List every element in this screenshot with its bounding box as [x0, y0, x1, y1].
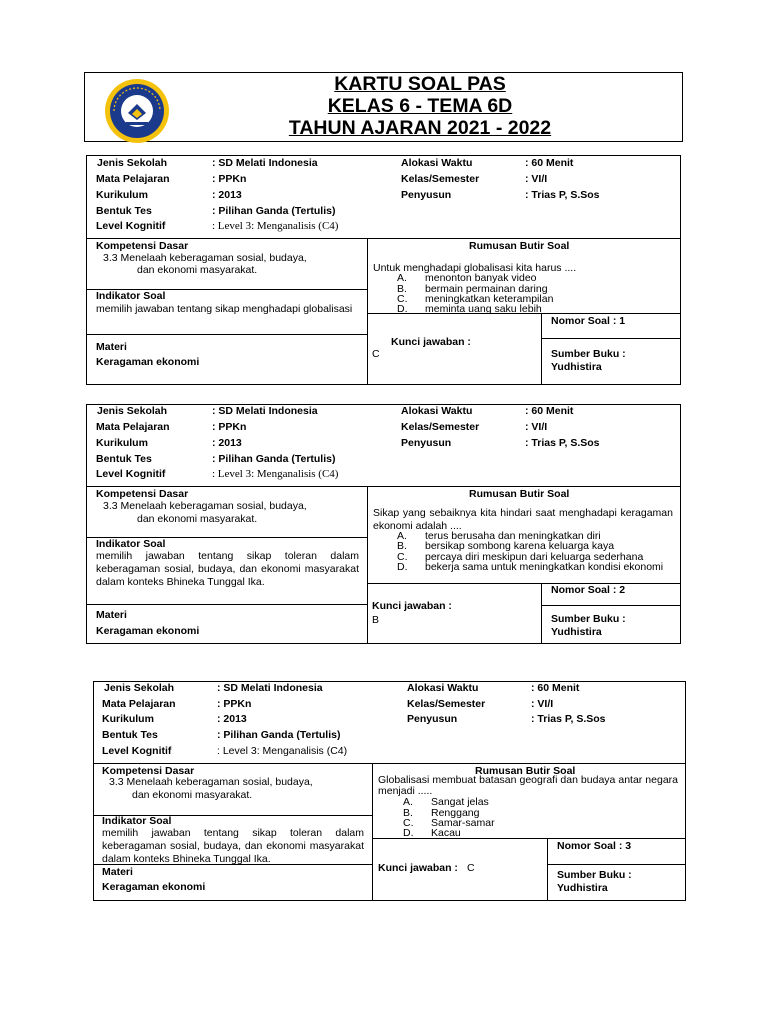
option-a: A. terus berusaha dan meningkatkan diri [397, 530, 601, 542]
label-kompetensi-dasar: Kompetensi Dasar [96, 488, 189, 500]
value-jenis-sekolah: : SD Melati Indonesia [217, 682, 323, 694]
kd-line-2: dan ekonomi masyarakat. [132, 789, 253, 801]
option-c: C. percaya diri meskipun dari keluarga sederhana [397, 551, 644, 563]
indikator-text: memilih jawaban tentang sikap menghadapi globalisasi [96, 303, 353, 315]
label-mata-pelajaran: Mata Pelajaran [102, 698, 176, 710]
label-penyusun: Penyusun [401, 437, 452, 449]
label-kurikulum: Kurikulum [96, 437, 148, 449]
label-sumber-buku: Sumber Buku : [551, 348, 626, 360]
value-kelas-semester: : VI/I [525, 173, 548, 185]
value-penyusun: : Trias P, S.Sos [525, 437, 600, 449]
nomor-soal: Nomor Soal : 3 [557, 840, 632, 852]
label-indikator-soal: Indikator Soal [102, 815, 172, 827]
materi-text: Keragaman ekonomi [96, 356, 200, 368]
title-line-1: KARTU SOAL PAS [334, 73, 506, 95]
nomor-soal: Nomor Soal : 2 [551, 584, 626, 596]
option-d: D. Kacau [403, 827, 461, 839]
label-rumusan-butir-soal: Rumusan Butir Soal [475, 765, 576, 777]
title-line-3: TAHUN AJARAN 2021 - 2022 [288, 117, 552, 139]
value-bentuk-tes: : Pilihan Ganda (Tertulis) [217, 729, 341, 741]
label-sumber-buku: Sumber Buku : [557, 869, 632, 881]
option-b: B. bersikap sombong karena keluarga kaya [397, 540, 615, 552]
indikator-text: memilih jawaban tentang sikap toleran dalam keberagaman sosial, budaya, dan ekonomi masyarakat dalam konteks Bhineka Tunggal Ika. [102, 827, 364, 865]
materi-text: Keragaman ekonomi [96, 625, 200, 637]
value-alokasi-waktu: : 60 Menit [525, 405, 574, 417]
label-jenis-sekolah: Jenis Sekolah [104, 682, 175, 694]
label-kelas-semester: Kelas/Semester [407, 698, 486, 710]
label-alokasi-waktu: Alokasi Waktu [407, 682, 479, 694]
label-kompetensi-dasar: Kompetensi Dasar [96, 240, 189, 252]
question-text: Globalisasi membuat batasan geografi dan budaya antar negara menjadi ..... [378, 774, 678, 797]
label-bentuk-tes: Bentuk Tes [96, 205, 152, 217]
kd-line-1: 3.3 Menelaah keberagaman sosial, budaya, [103, 252, 307, 264]
label-rumusan-butir-soal: Rumusan Butir Soal [469, 488, 570, 500]
value-alokasi-waktu: : 60 Menit [531, 682, 580, 694]
label-penyusun: Penyusun [407, 713, 458, 725]
value-mata-pelajaran: : PPKn [217, 698, 252, 710]
value-jenis-sekolah: : SD Melati Indonesia [212, 405, 318, 417]
label-materi: Materi [102, 866, 133, 878]
label-jenis-sekolah: Jenis Sekolah [97, 157, 168, 169]
question-text: Sikap yang sebaiknya kita hindari saat menghadapi keragaman ekonomi adalah .... [373, 507, 673, 532]
option-b: B. bermain permainan daring [397, 283, 548, 295]
kunci-jawaban-value: B [372, 614, 380, 626]
value-kelas-semester: : VI/I [525, 421, 548, 433]
label-kurikulum: Kurikulum [96, 189, 148, 201]
label-kompetensi-dasar: Kompetensi Dasar [102, 765, 195, 777]
kd-line-2: dan ekonomi masyarakat. [137, 264, 258, 276]
label-indikator-soal: Indikator Soal [96, 290, 166, 302]
value-level-kognitif: : Level 3: Menganalisis (C4) [212, 468, 339, 480]
sumber-buku-value: Yudhistira [551, 626, 602, 638]
label-level-kognitif: Level Kognitif [96, 468, 166, 480]
kunci-jawaban-value: C [467, 862, 475, 874]
option-d: D. bekerja sama untuk meningkatkan kondisi ekonomi [397, 561, 664, 573]
label-alokasi-waktu: Alokasi Waktu [401, 405, 473, 417]
kunci-jawaban-value: C [372, 348, 380, 360]
label-level-kognitif: Level Kognitif [102, 745, 172, 757]
value-penyusun: : Trias P, S.Sos [531, 713, 606, 725]
label-jenis-sekolah: Jenis Sekolah [97, 405, 168, 417]
value-kelas-semester: : VI/I [531, 698, 554, 710]
option-c: C. Samar-samar [403, 817, 495, 829]
label-materi: Materi [96, 609, 127, 621]
label-kunci-jawaban: Kunci jawaban : [391, 336, 471, 348]
value-kurikulum: : 2013 [212, 189, 242, 201]
label-kunci-jawaban: Kunci jawaban : [378, 862, 458, 874]
kd-line-1: 3.3 Menelaah keberagaman sosial, budaya, [103, 500, 307, 512]
indikator-text: memilih jawaban tentang sikap toleran dalam keberagaman sosial, budaya, dan ekonomi masyarakat dalam konteks Bhineka Tunggal Ika. [96, 550, 359, 588]
materi-text: Keragaman ekonomi [102, 881, 206, 893]
option-c: C. meningkatkan keterampilan [397, 293, 554, 305]
kd-line-2: dan ekonomi masyarakat. [137, 513, 258, 525]
label-rumusan-butir-soal: Rumusan Butir Soal [469, 240, 570, 252]
label-alokasi-waktu: Alokasi Waktu [401, 157, 473, 169]
option-d: D. meminta uang saku lebih [397, 304, 542, 313]
label-materi: Materi [96, 341, 127, 353]
label-kelas-semester: Kelas/Semester [401, 421, 480, 433]
label-kunci-jawaban: Kunci jawaban : [372, 600, 452, 612]
kd-line-1: 3.3 Menelaah keberagaman sosial, budaya, [109, 776, 313, 788]
sumber-buku-value: Yudhistira [551, 361, 602, 373]
value-level-kognitif: : Level 3: Menganalisis (C4) [217, 745, 348, 757]
value-mata-pelajaran: : PPKn [212, 421, 247, 433]
value-jenis-sekolah: : SD Melati Indonesia [212, 157, 318, 169]
value-alokasi-waktu: : 60 Menit [525, 157, 574, 169]
label-kurikulum: Kurikulum [102, 713, 154, 725]
value-penyusun: : Trias P, S.Sos [525, 189, 600, 201]
label-mata-pelajaran: Mata Pelajaran [96, 421, 170, 433]
label-indikator-soal: Indikator Soal [96, 538, 166, 550]
school-logo-icon [104, 78, 170, 144]
value-bentuk-tes: : Pilihan Ganda (Tertulis) [212, 453, 336, 465]
label-level-kognitif: Level Kognitif [96, 220, 166, 232]
sumber-buku-value: Yudhistira [557, 882, 608, 894]
nomor-soal: Nomor Soal : 1 [551, 315, 626, 327]
label-penyusun: Penyusun [401, 189, 452, 201]
value-bentuk-tes: : Pilihan Ganda (Tertulis) [212, 205, 336, 217]
value-kurikulum: : 2013 [212, 437, 242, 449]
option-a: A. menonton banyak video [397, 272, 537, 284]
title-line-2: KELAS 6 - TEMA 6D [327, 95, 513, 117]
question-text: Untuk menghadapi globalisasi kita harus .... [373, 262, 577, 274]
label-sumber-buku: Sumber Buku : [551, 613, 626, 625]
value-mata-pelajaran: : PPKn [212, 173, 247, 185]
option-b: B. Renggang [403, 807, 480, 819]
label-bentuk-tes: Bentuk Tes [102, 729, 158, 741]
option-a: A. Sangat jelas [403, 796, 489, 808]
label-kelas-semester: Kelas/Semester [401, 173, 480, 185]
value-kurikulum: : 2013 [217, 713, 247, 725]
value-level-kognitif: : Level 3: Menganalisis (C4) [212, 220, 339, 232]
label-mata-pelajaran: Mata Pelajaran [96, 173, 170, 185]
label-bentuk-tes: Bentuk Tes [96, 453, 152, 465]
